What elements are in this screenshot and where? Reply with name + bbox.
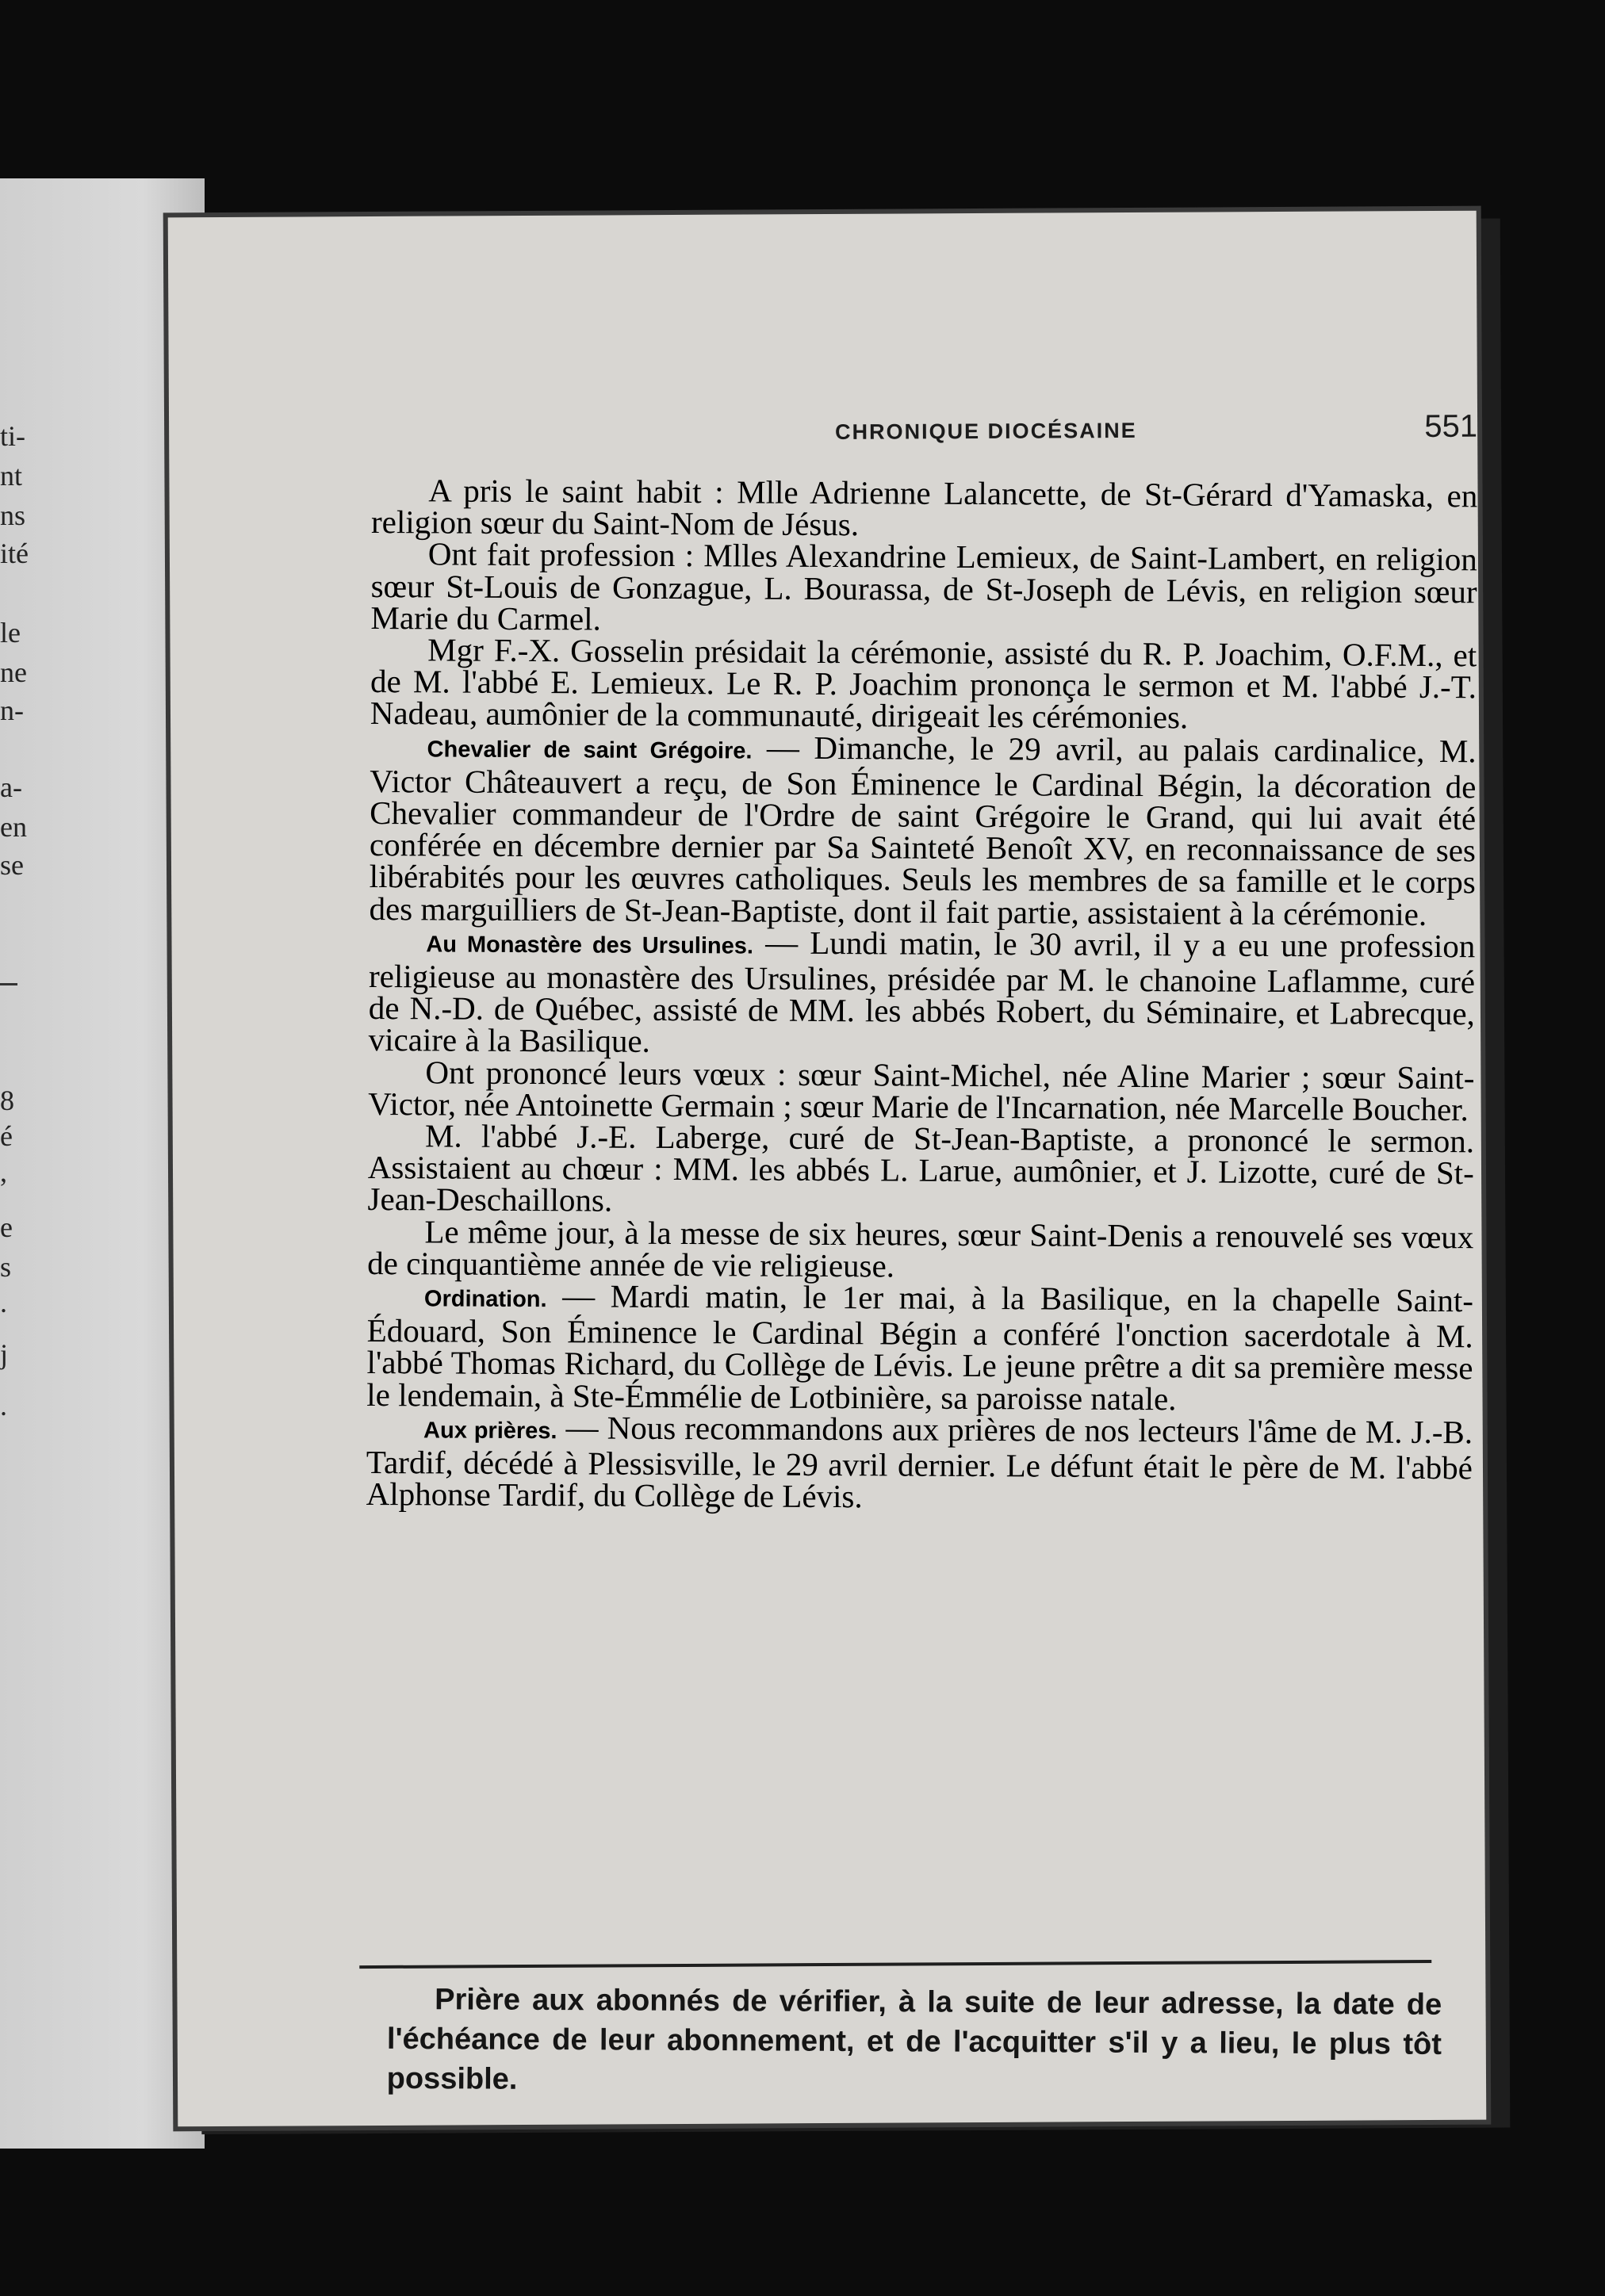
left-page-fragment: nt bbox=[0, 460, 23, 492]
left-page-fragment: ne bbox=[0, 656, 27, 688]
paragraph-rubric: Aux prières. bbox=[423, 1418, 557, 1445]
paragraph-text: — Nous recommandons aux prières de nos lecteurs l'âme de M. J.-B. Tardif, décédé à Plessisville, le 29 avril dernier. Le défunt était le père de M. l'abbé Alphonse Tardif, du Collège de Lévis. bbox=[366, 1409, 1473, 1515]
paragraph-text: Le même jour, à la messe de six heures, sœur Saint-Denis a renouvelé ses vœux de cinquantième année de vie religieuse. bbox=[367, 1213, 1474, 1284]
paragraph-text: Mgr F.-X. Gosselin présidait la cérémonie, assisté du R. P. Joachim, O.F.M., et de M. l'abbé E. Lemieux. Le R. P. Joachim prononça le sermon et M. l'abbé J.-T. Nadeau, aumônier de la communauté, dirigeait les cérémonies. bbox=[370, 631, 1477, 736]
left-page-fragment: . bbox=[0, 1287, 7, 1318]
chronicle-paragraph bbox=[366, 1410, 1473, 1516]
chronicle-paragraph bbox=[366, 1279, 1473, 1416]
chronicle-paragraph bbox=[369, 924, 1476, 1062]
chronicle-paragraph bbox=[370, 633, 1477, 735]
page-header bbox=[371, 346, 1478, 445]
chronicle-body bbox=[366, 474, 1478, 1516]
left-page-fragment: le bbox=[0, 617, 21, 649]
paragraph-text: Ont prononcé leurs vœux : sœur Saint-Michel, née Aline Marier ; sœur Saint-Victor, née Antoinette Germain ; sœur Marie de l'Incarnation, née Marcelle Boucher. bbox=[368, 1054, 1475, 1128]
left-page-fragment: . bbox=[0, 1390, 7, 1422]
left-page-rule bbox=[0, 983, 17, 985]
left-page-fragment: s bbox=[0, 1251, 12, 1283]
paragraph-text: — Lundi matin, le 30 avril, il y a eu une profession religieuse au monastère des Ursulines, présidée par M. le chanoine Laflamme, curé de N.-D. de Québec, assisté de MM. les abbés Robert, du Séminaire, et Labrecque, vicaire à la Basilique. bbox=[368, 924, 1476, 1060]
chronicle-paragraph bbox=[369, 729, 1476, 931]
paragraph-rubric: Ordination. bbox=[423, 1286, 547, 1313]
chronicle-paragraph bbox=[368, 1056, 1474, 1126]
chronicle-paragraph bbox=[371, 474, 1477, 544]
paragraph-rubric: Au Monastère des Ursulines. bbox=[426, 932, 754, 959]
left-page-fragment: , bbox=[0, 1156, 7, 1188]
left-page-fragment: ité bbox=[0, 538, 29, 569]
left-page-fragment: j bbox=[0, 1338, 9, 1370]
left-page-fragment: ti- bbox=[0, 420, 25, 452]
left-page-fragment: n- bbox=[0, 695, 24, 726]
left-page-fragment: e bbox=[0, 1211, 13, 1243]
left-page-fragment: 8 bbox=[0, 1085, 14, 1116]
chronicle-paragraph bbox=[368, 1119, 1475, 1221]
paragraph-text: Ont fait profession : Mlles Alexandrine Lemieux, de Saint-Lambert, en religion sœur St-Louis de Gonzague, L. Bourassa, de St-Joseph de Lévis, en religion sœur Marie du Carmel. bbox=[370, 535, 1477, 637]
notice-text: Prière aux abonnés de vérifier, à la suite de leur adresse, la date de l'échéance de leur abonnement, et de l'acquitter s'il y a lieu, le plus tôt possible. bbox=[386, 1983, 1442, 2096]
page-content bbox=[371, 346, 1478, 445]
paragraph-text: M. l'abbé J.-E. Laberge, curé de St-Jean-Baptiste, a prononcé le sermon. Assistaient au chœur : MM. les abbés L. Larue, aumônier, et J. Lizotte, curé de St-Jean-Deschaillons. bbox=[367, 1117, 1475, 1219]
left-page-fragment: a- bbox=[0, 771, 22, 803]
left-page-fragment: é bbox=[0, 1120, 13, 1152]
subscriber-notice bbox=[387, 1980, 1442, 2104]
running-title: CHRONIQUE DIOCÉSAINE bbox=[835, 418, 1137, 444]
paragraph-text: A pris le saint habit : Mlle Adrienne Lalancette, de St-Gérard d'Yamaska, en religion sœur du Saint-Nom de Jésus. bbox=[370, 472, 1478, 543]
paragraph-rubric: Chevalier de saint Grégoire. bbox=[427, 736, 753, 764]
scanned-page bbox=[168, 211, 1487, 2127]
paragraph-text: — Mardi matin, le 1er mai, à la Basilique, en la chapelle Saint-Édouard, Son Éminence le Cardinal Bégin a conféré l'onction sacerdotale à M. l'abbé Thomas Richard, du Collège de Lévis. Le jeune prêtre a dit sa première messe le lendemain, à Ste-Émmélie de Lotbinière, sa paroisse natale. bbox=[366, 1277, 1474, 1418]
left-page-fragment: en bbox=[0, 811, 27, 843]
left-page-fragment: ns bbox=[0, 499, 26, 531]
chronicle-paragraph bbox=[367, 1215, 1473, 1285]
section-rule bbox=[359, 1960, 1431, 1969]
paragraph-text: — Dimanche, le 29 avril, au palais cardinalice, M. Victor Châteauvert a reçu, de Son Éminence le Cardinal Bégin, la décoration de Chevalier commandeur de l'Ordre de saint Grégoire le Grand, qui lui avait été conférée en décembre dernier par Sa Sainteté Benoît XV, en reconnaissance de ses libérabités pour les œuvres catholiques. Seuls les membres de sa famille et le corps des marguilliers de St-Jean-Baptiste, dont il fait partie, assistaient à la cérémonie. bbox=[369, 729, 1477, 932]
page-number: 551 bbox=[1424, 408, 1478, 445]
left-page-fragment: se bbox=[0, 849, 24, 881]
chronicle-paragraph bbox=[370, 535, 1477, 639]
